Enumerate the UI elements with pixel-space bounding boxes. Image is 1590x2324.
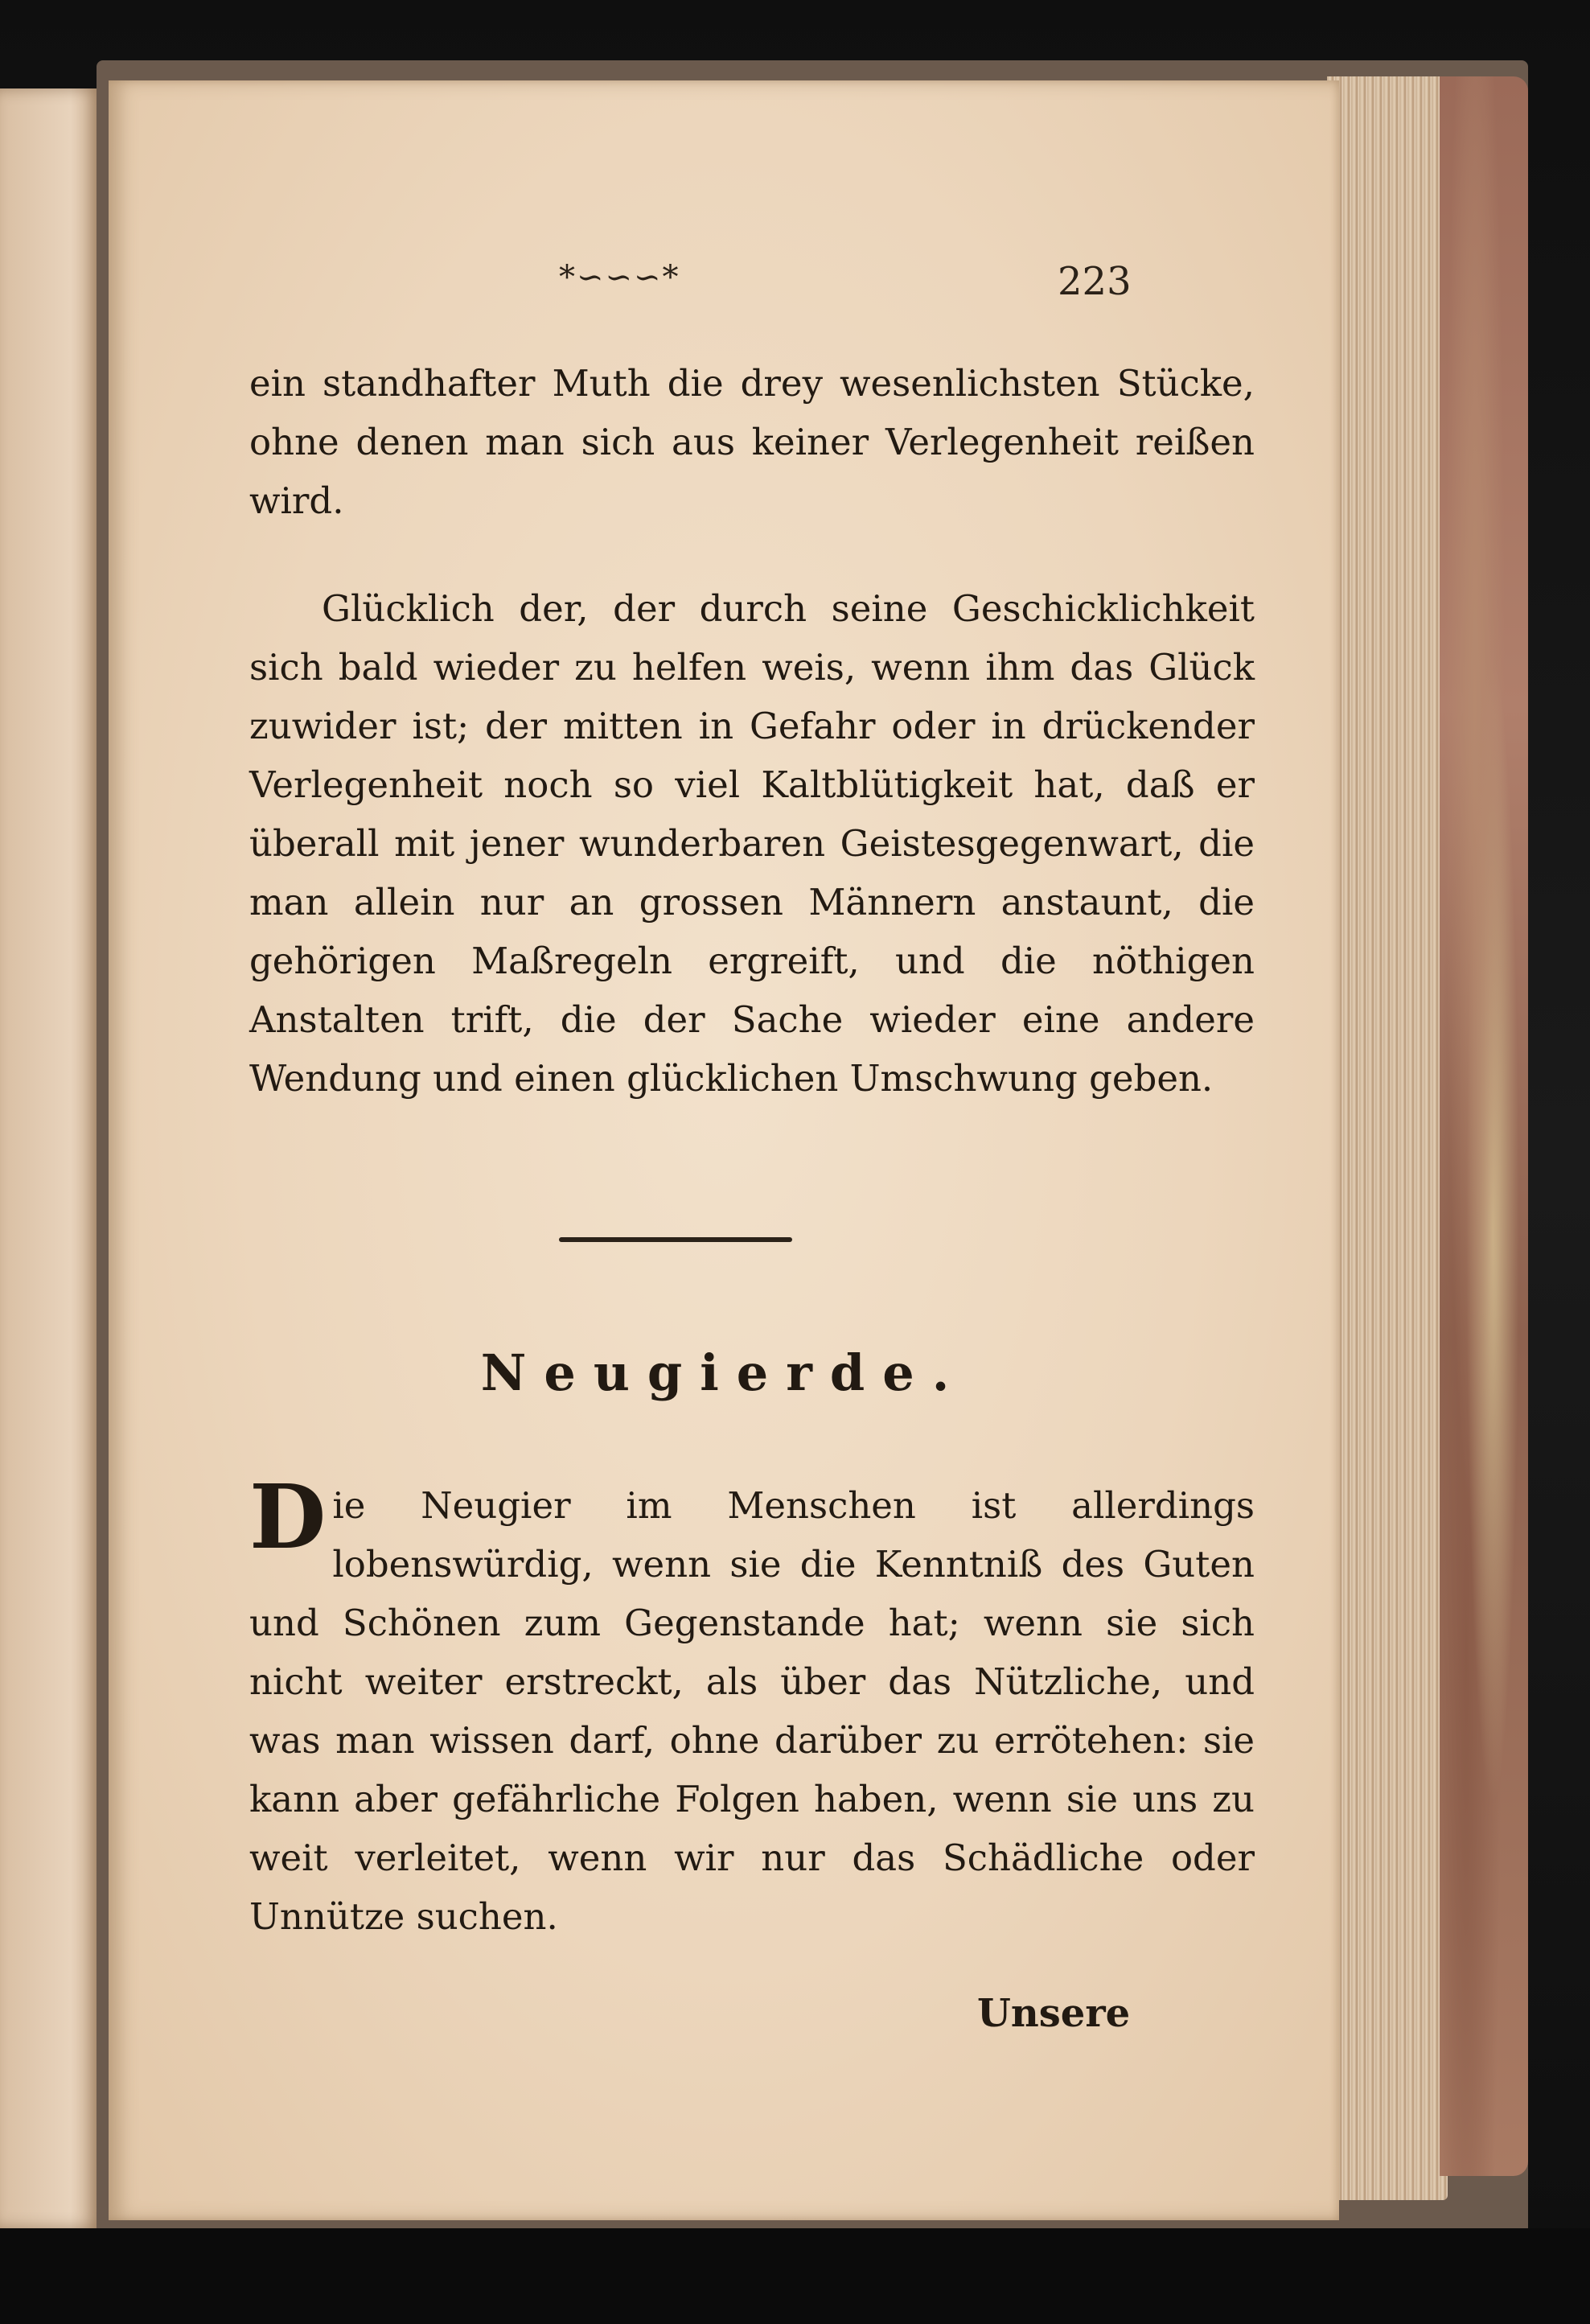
paragraph-1	[249, 354, 1255, 530]
page-edges	[1327, 76, 1448, 2200]
marbled-spine	[1440, 76, 1528, 2176]
left-facing-page	[0, 88, 101, 2228]
section-divider	[559, 1237, 792, 1242]
head-ornament: *∽∽∽*	[559, 259, 680, 296]
section-body: ie Neugier im Menschen ist allerdings lobenswürdig, wenn sie die Kenntniß des Guten und Schönen zum Gegenstande hat; wenn sie sich nicht weiter erstreckt, als über das Nützliche, und was man wissen darf, ohne darüber zu errötehen: sie kann aber gefährliche Folgen haben, wenn sie uns zu weit verleitet, wenn wir nur das Schädliche oder Unnütze suchen.	[249, 1484, 1255, 1938]
catchword: Unsere	[977, 1991, 1131, 2036]
paragraph-text: Glücklich der, der durch seine Geschicklichkeit sich bald wieder zu helfen weis, wenn ihm das Glück zuwider ist; der mitten in Gefahr oder in drückender Verlegenheit noch so viel Kaltblütigkeit hat, daß er überall mit jener wunderbaren Geistesgegenwart, die man allein nur an grossen Männern anstaunt, die gehörigen Maßregeln ergreift, und die nöthigen Anstalten trift, die der Sache wieder eine andere Wendung und einen glücklichen Umschwung geben.	[249, 587, 1255, 1100]
background-bottom	[0, 2228, 1590, 2324]
page-number: 223	[1058, 259, 1132, 304]
paragraph-text: ein standhafter Muth die drey wesenlichsten Stücke, ohne denen man sich aus keiner Verlegenheit reißen wird.	[249, 362, 1255, 522]
section-paragraph	[249, 1465, 1255, 1946]
drop-cap: D	[249, 1465, 327, 1569]
paragraph-2	[249, 579, 1255, 1108]
section-title: Neugierde.	[480, 1343, 968, 1402]
section-paragraph-text	[249, 1465, 1255, 1946]
book-page	[109, 80, 1339, 2220]
running-head	[109, 259, 1339, 307]
